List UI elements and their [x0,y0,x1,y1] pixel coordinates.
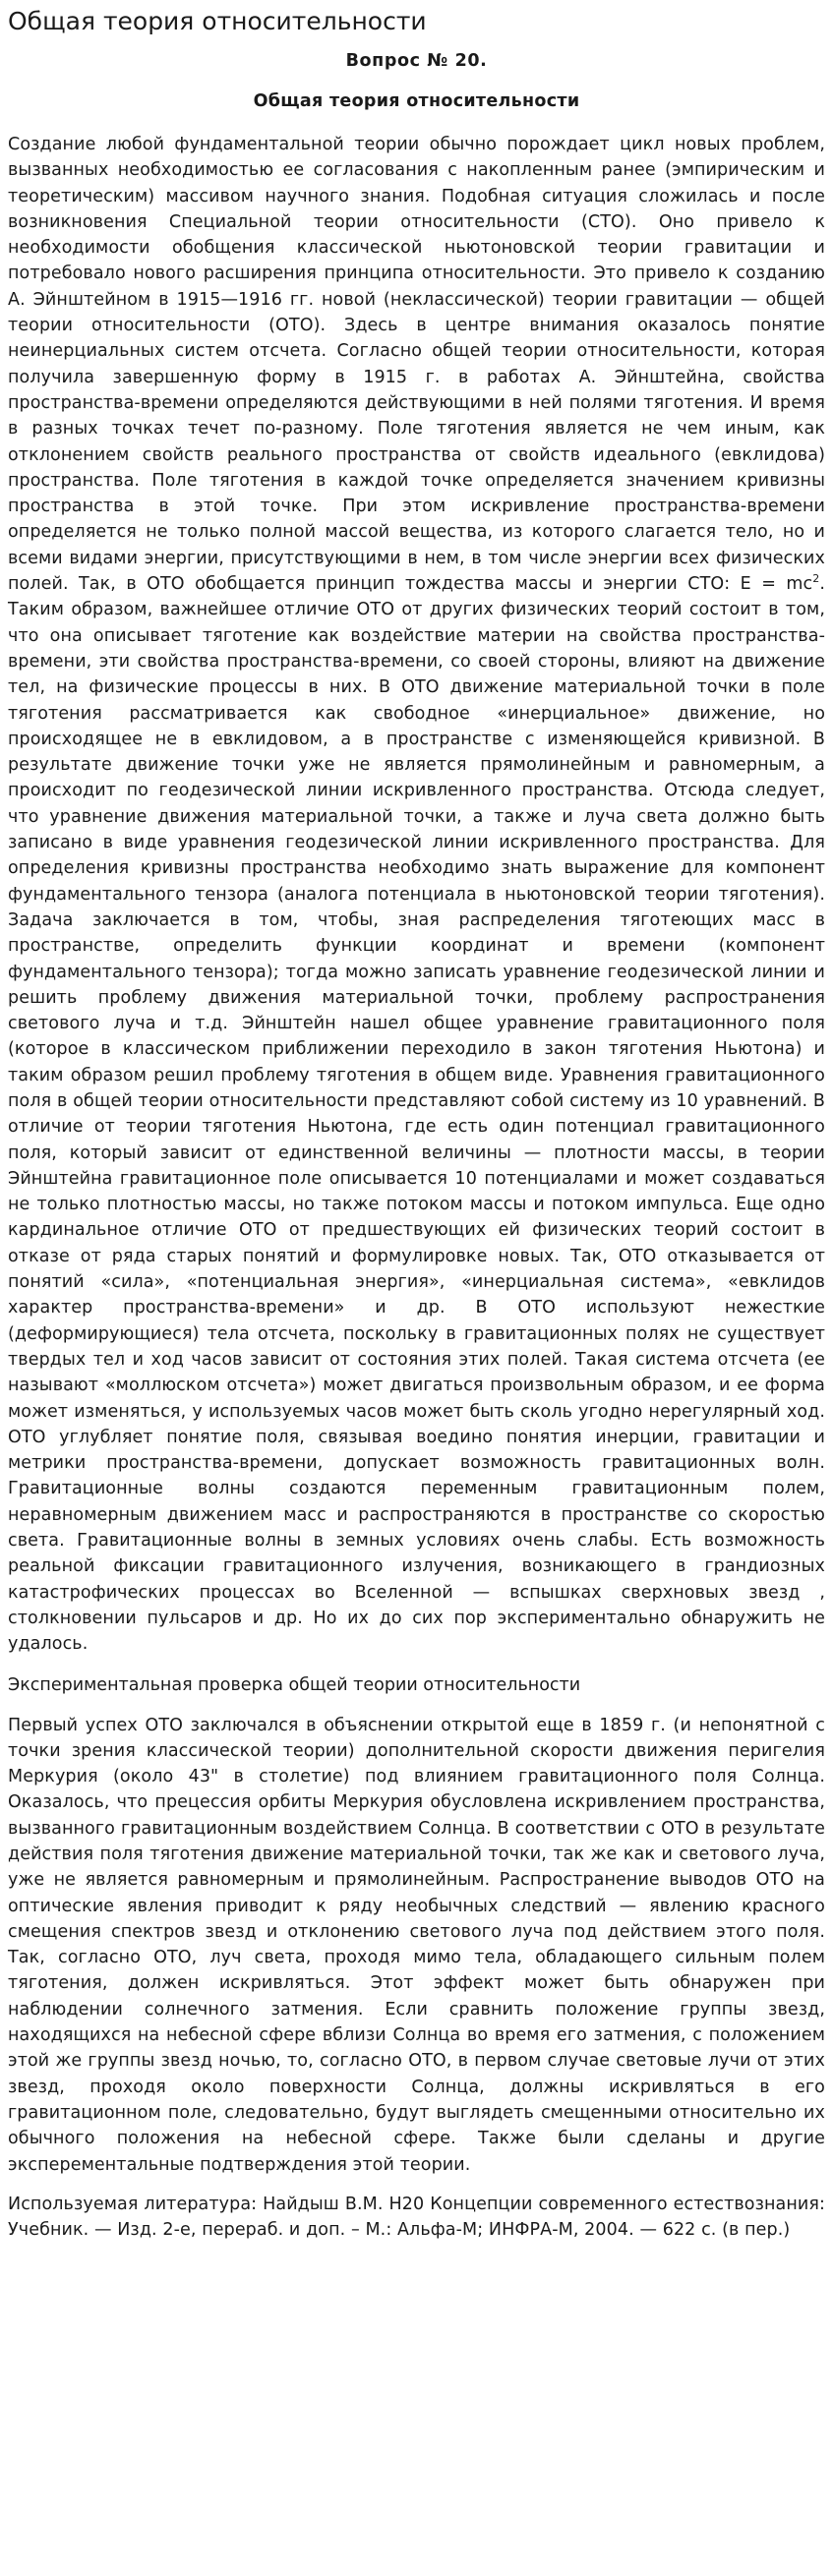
reference-paragraph: Используемая литература: Найдыш В.М. Н20 Концепции современного естествознания: Учебник. — Изд. 2-е, перераб. и доп. – М.: Альфа-М; ИНФРА-М, 2004. — 622 с. (в пер.) [8,2194,825,2241]
main-text-part-2: . Таким образом, важнейшее отличие ОТО от других физических теорий состоит в том, что она описывает тяготение как воздействие материи на свойства пространства-времени, эти свойства пространства-времени, со своей стороны, влияют на движение тел, на физические процессы в них. В ОТО движение материальной точки в поле тяготения рассматривается как свободное «инерциальное» движение, но происходящее не в евклидовом, а в пространстве с изменяющейся кривизной. В результате движение точки уже не является прямолинейным и равномерным, а происходит по геодезической линии искривленного пространства. Отсюда следует, что уравнение движения материальной точки, а также и луча света должно быть записано в виде уравнения геодезической линии искривленного пространства. Для определения кривизны пространства необходимо знать выражение для компонент фундаментального тензора (аналога потенциала в ньютоновской теории тяготения). Задача заключается в том, чтобы, зная распределения тяготеющих масс в пространстве, определить функции координат и времени (компонент фундаментального тензора); тогда можно записать уравнение геодезической линии и решить проблему движения материальной точки, проблему распространения светового луча и т.д. Эйнштейн нашел общее уравнение гравитационного поля (которое в классическом приближении переходило в закон тяготения Ньютона) и таким образом решил проблему тяготения в общем виде. Уравнения гравитационного поля в общей теории относительности представляют собой систему из 10 уравнений. В отличие от теории тяготения Ньютона, где есть один потенциал гравитационного поля, который зависит от единственной величины — плотности массы, в теории Эйнштейна гравитационное поле описывается 10 потенциалами и может создаваться не только плотностью массы, но также потоком массы и потоком импульса. Еще одно кардинальное отличие ОТО от предшествующих ей физических теорий состоит в отказе от ряда старых понятий и формулировке новых. Так, ОТО отказывается от понятий «сила», «потенциальная энергия», «инерциальная система», «евклидов характер пространства-времени» и др. В ОТО используют нежесткие (деформирующиеся) тела отсчета, поскольку в гравитационных полях не существует твердых тел и ход часов зависит от состояния этих полей. Такая система отсчета (ее называют «моллюском отсчета») может двигаться произвольным образом, и ее форма может изменяться, у используемых часов может быть сколь угодно нерегулярный ход. ОТО углубляет понятие поля, связывая воедино понятия инерции, гравитации и метрики пространства-времени, допускает возможность гравитационных волн. Гравитационные волны создаются переменным гравитационным полем, неравномерным движением масс и распространяются в пространстве со скоростью света. Гравитационные волны в земных условиях очень слабы. Есть возможность реальной фиксации гравитационного излучения, возникающего в грандиозных катастрофических процессах во Вселенной — вспышках сверхновых звезд , столкновении пульсаров и др. Но их до сих пор экспериментально обнаружить не удалось. [8,574,825,1655]
formula-exponent: 2 [812,572,820,586]
main-text-part-1: Создание любой фундаментальной теории обычно порождает цикл новых проблем, вызванных необходимостью ее согласования с накопленным ранее (эмпирическим и теоретическим) массивом научного знания. Подобная ситуация сложилась и после возникновения Специальной теории относительности (СТО). Оно привело к необходимости обобщения классической ньютоновской теории гравитации и потребовало нового расширения принципа относительности. Это привело к созданию А. Эйнштейном в 1915—1916 гг. новой (неклассической) теории гравитации — общей теории относительности (ОТО). Здесь в центре внимания оказалось понятие неинерциальных систем отсчета. Согласно общей теории относительности, которая получила завершенную форму в 1915 г. в работах А. Эйнштейна, свойства пространства-времени определяются действующими в ней полями тяготения. И время в разных точках течет по-разному. Поле тяготения является не чем иным, как отклонением свойств реального пространства от свойств идеального (евклидова) пространства. Поле тяготения в каждой точке определяется значением кривизны пространства в этой точке. При этом искривление пространства-времени определяется не только полной массой вещества, из которого слагается тело, но и всеми видами энергии, присутствующими в нем, в том числе энергии всех физических полей. Так, в ОТО обобщается принцип тождества массы и энергии СТО: E = mc [8,135,825,595]
question-title: Общая теория относительности [253,91,580,111]
page-title: Общая теория относительности [8,7,427,35]
question-number: Вопрос № 20. [345,51,488,71]
main-paragraph [8,132,825,1658]
experimental-paragraph: Первый успех ОТО заключался в объяснении открытой еще в 1859 г. (и непонятной с точки зрения классической теории) дополнительной скорости движения перигелия Меркурия (около 43" в столетие) под влиянием гравитационного поля Солнца. Оказалось, что прецессия орбиты Меркурия обусловлена искривлением пространства, вызванного гравитационным воздействием Солнца. В соответствии с ОТО в результате действия поля тяготения движение материальной точки, так же как и светового луча, уже не является равномерным и прямолинейным. Распространение выводов ОТО на оптические явления приводит к ряду необычных следствий — явлению красного смещения спектров звезд и отклонению светового луча под действием этого поля. Так, согласно ОТО, луч света, проходя мимо тела, обладающего сильным полем тяготения, должен искривляться. Этот эффект может быть обнаружен при наблюдении солнечного затмения. Если сравнить положение группы звезд, находящихся на небесной сфере вблизи Солнца во время его затмения, с положением этой же группы звезд ночью, то, согласно ОТО, в первом случае световые лучи от этих звезд, проходя около поверхности Солнца, должны искривляться в его гравитационном поле, следовательно, будут выглядеть смещенными относительно их обычного положения на небесной сфере. Также были сделаны и другие эксперементальные подтверждения этой теории. [8,1715,825,2175]
section-heading: Экспериментальная проверка общей теории относительности [8,1674,581,1695]
